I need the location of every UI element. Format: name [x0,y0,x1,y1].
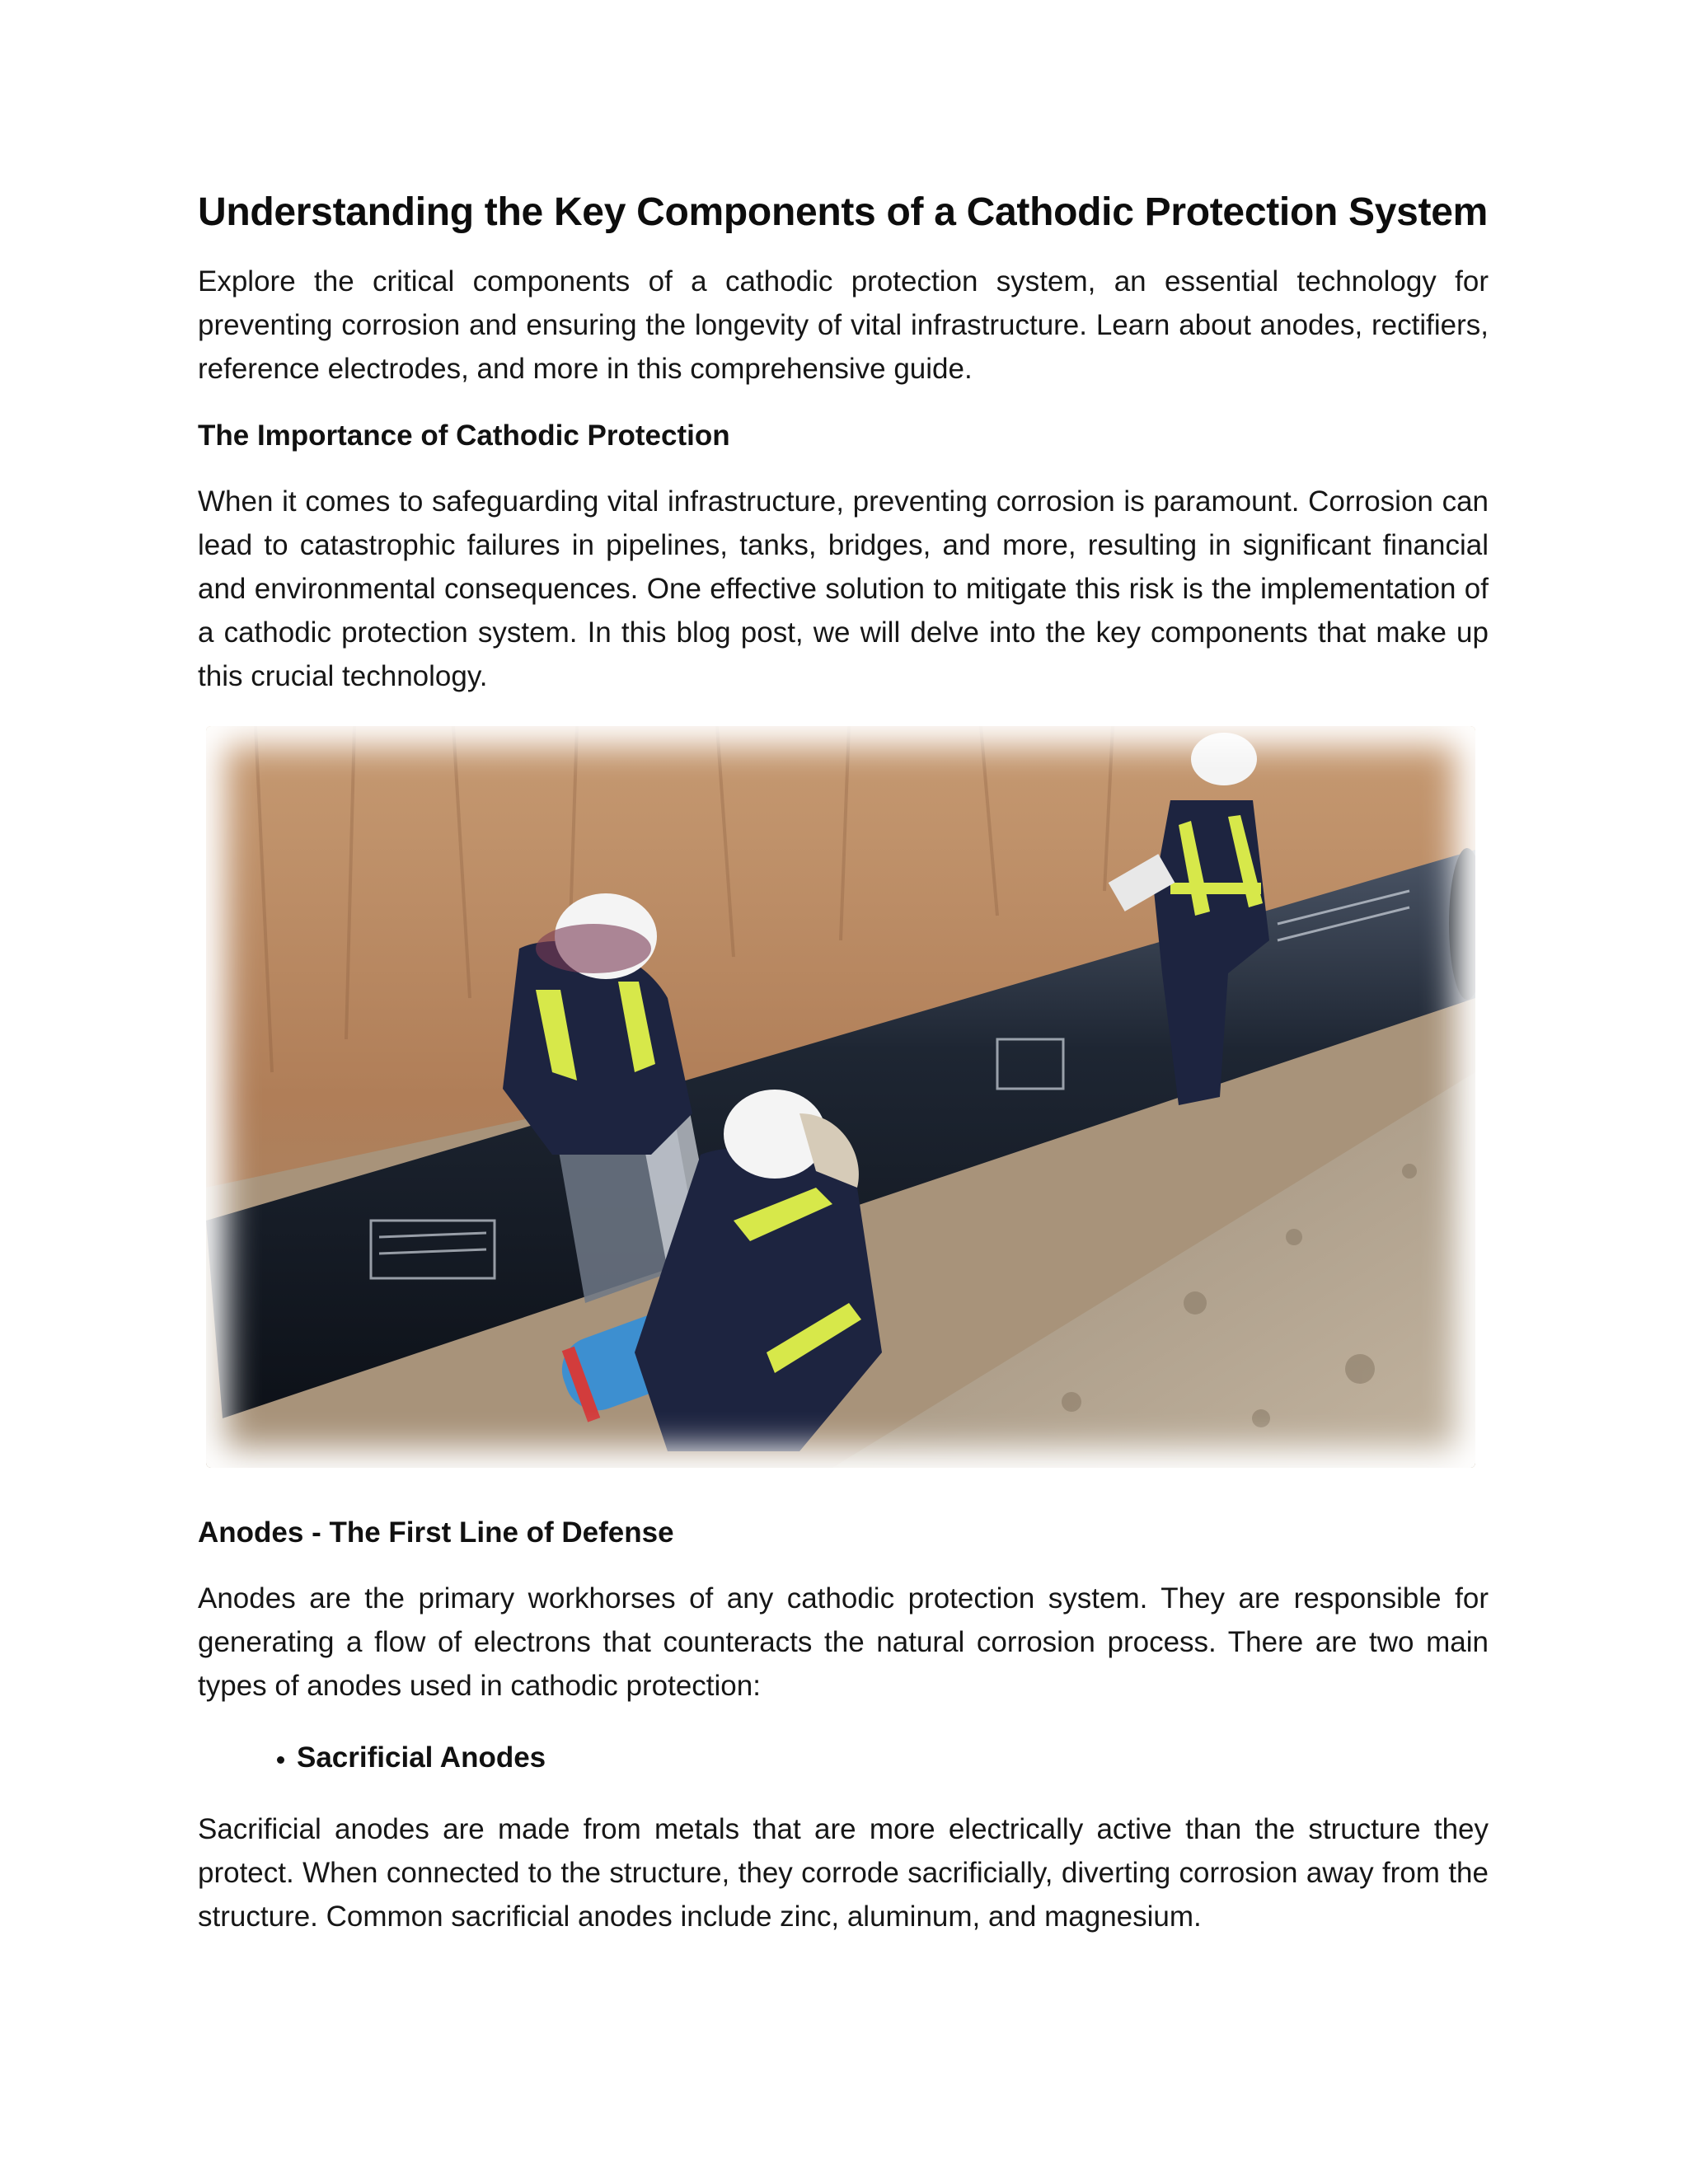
article [198,190,1489,1966]
intro-paragraph: Explore the critical components of a cathodic protection system, an essential technology for preventing corrosion and ensuring the longevity of vital infrastructure. Learn about anodes, rectifiers, reference electrodes, and more in this comprehensive guide. [198,265,1489,386]
importance-paragraph: When it comes to safeguarding vital infrastructure, preventing corrosion is paramount. Corrosion can lead to catastrophic failures in pipelines, tanks, bridges, and more, resulting in significant financial and environmental consequences. One effective solution to mitigate this risk is the implementation of a cathodic protection system. In this blog post, we will delve into the key components that make up this crucial technology. [198,485,1489,693]
list-item-sacrificial-anodes: • Sacrificial Anodes [297,1736,1489,1779]
anodes-paragraph: Anodes are the primary workhorses of any cathodic protection system. They are responsible for generating a flow of electrons that counteracts the natural corrosion process. There are two main types of anodes used in cathodic protection: [198,1582,1489,1703]
sacrificial-anodes-paragraph: Sacrificial anodes are made from metals that are more electrically active than the structure they protect. When connected to the structure, they corrode sacrificially, diverting corrosion away from the structure. Common sacrificial anodes include zinc, aluminum, and magnesium. [198,1813,1489,1933]
pipeline-photo [206,726,1475,1468]
anode-types-list [198,1736,1489,1779]
section-heading-anodes: Anodes - The First Line of Defense [198,1516,674,1549]
section-heading-importance: The Importance of Cathodic Protection [198,419,730,452]
article-title: Understanding the Key Components of a Cathodic Protection System [198,190,1488,234]
